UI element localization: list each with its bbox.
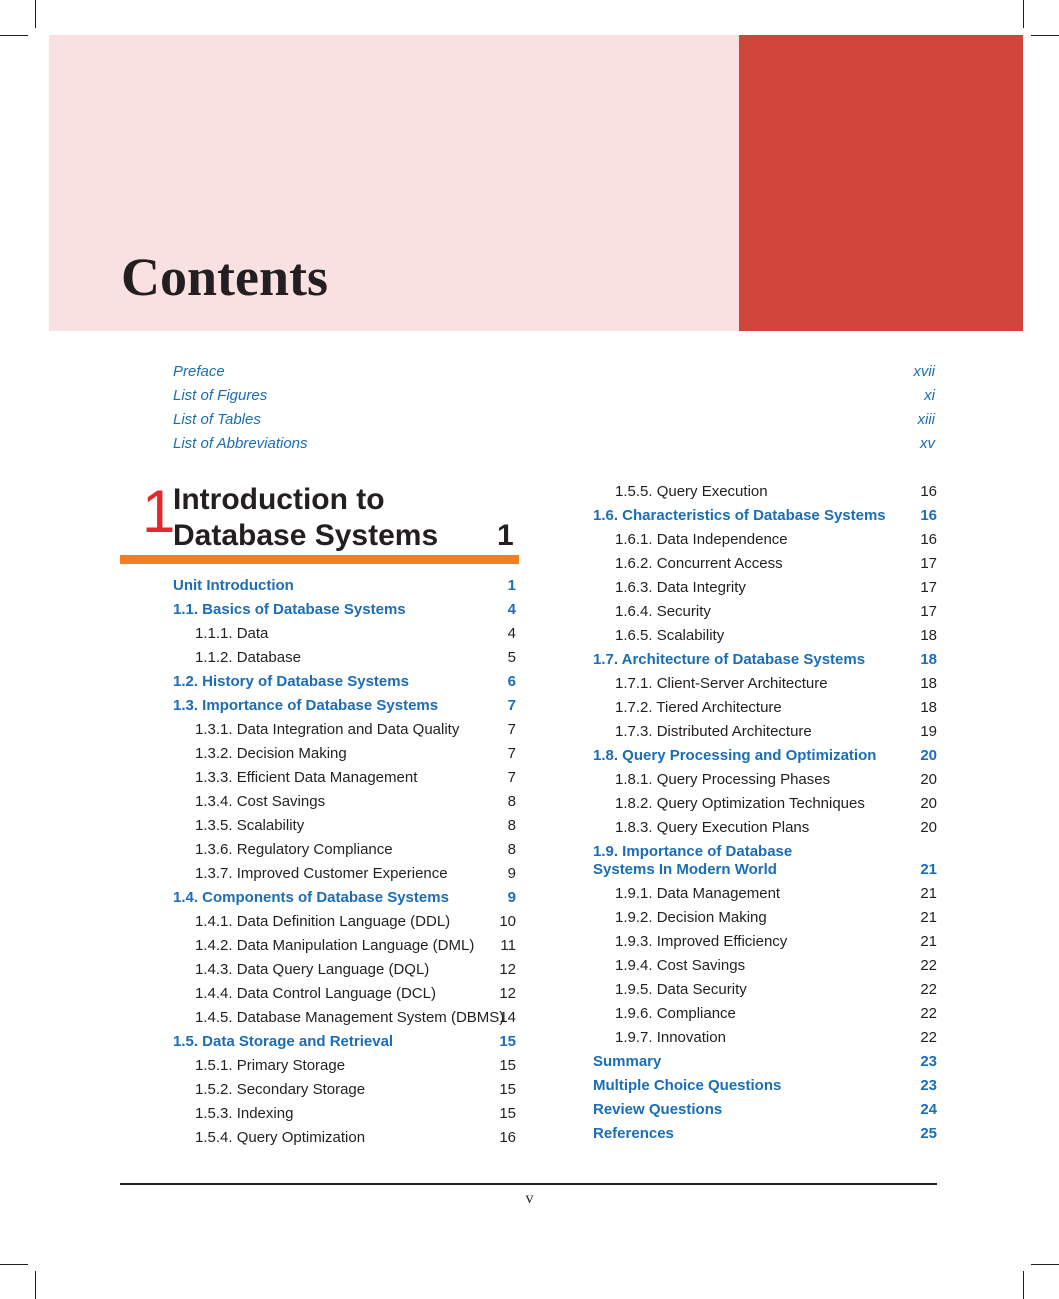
toc-label: 1.7.2. Tiered Architecture: [615, 699, 782, 716]
toc-section[interactable]: [593, 744, 937, 768]
toc-section[interactable]: [593, 840, 937, 882]
toc-page: 9: [507, 865, 516, 882]
toc-page: 20: [920, 771, 937, 788]
toc-page: 4: [507, 625, 516, 642]
toc-label: 1.5.3. Indexing: [195, 1105, 294, 1122]
page-number: v: [525, 1190, 534, 1207]
toc-left-column: [173, 574, 516, 1150]
crop-mark: [35, 1271, 36, 1299]
toc-page: 22: [920, 981, 937, 998]
toc-page: 21: [920, 909, 937, 926]
toc-page: 22: [920, 957, 937, 974]
toc-label: 1.3.5. Scalability: [195, 817, 305, 834]
toc-label: 1.5.2. Secondary Storage: [195, 1081, 366, 1098]
front-matter-item[interactable]: [173, 384, 935, 408]
toc-subsection[interactable]: [593, 576, 937, 600]
toc-label: 1.6. Characteristics of Database Systems: [593, 507, 886, 524]
front-matter-list: [173, 360, 935, 456]
toc-subsection[interactable]: [593, 480, 937, 504]
toc-subsection[interactable]: [593, 882, 937, 906]
toc-label: 1.8.3. Query Execution Plans: [615, 819, 810, 836]
toc-label: 1.3.3. Efficient Data Management: [195, 769, 418, 786]
toc-label: 1.7.1. Client-Server Architecture: [615, 675, 828, 692]
toc-section[interactable]: [173, 670, 516, 694]
toc-page: 11: [500, 937, 516, 954]
toc-page: 23: [920, 1077, 937, 1094]
toc-subsection[interactable]: [173, 958, 516, 982]
toc-label: 1.5.4. Query Optimization: [195, 1129, 366, 1146]
toc-page: 18: [920, 627, 937, 644]
toc-subsection[interactable]: [173, 910, 516, 934]
page-title: Contents: [121, 247, 329, 307]
crop-mark: [1023, 0, 1024, 28]
toc-subsection[interactable]: [593, 672, 937, 696]
front-matter-item[interactable]: [173, 408, 935, 432]
toc-label: 1.9. Importance of Database Systems In Modern World: [593, 843, 793, 878]
toc-page: 14: [499, 1009, 516, 1026]
toc-label: References: [593, 1125, 674, 1142]
toc-label: 1.2. History of Database Systems: [173, 673, 409, 690]
toc-section[interactable]: [173, 574, 516, 598]
chapter-title[interactable]: [173, 482, 438, 554]
toc-page: 7: [507, 745, 516, 762]
toc-page: 15: [499, 1057, 516, 1074]
toc-label: Review Questions: [593, 1101, 723, 1118]
toc-subsection[interactable]: [173, 1078, 516, 1102]
toc-subsection[interactable]: [593, 792, 937, 816]
chapter-page: 1: [497, 519, 514, 552]
toc-label: 1.4.1. Data Definition Language (DDL): [195, 913, 451, 930]
toc-page: 15: [499, 1081, 516, 1098]
toc-section[interactable]: [593, 1050, 937, 1074]
toc-subsection[interactable]: [593, 624, 937, 648]
crop-mark: [0, 35, 28, 36]
toc-label: 1.7. Architecture of Database Systems: [593, 651, 866, 668]
front-matter-label: List of Figures: [173, 387, 268, 404]
toc-subsection[interactable]: [173, 1006, 516, 1030]
toc-subsection[interactable]: [173, 838, 516, 862]
toc-label: 1.8.1. Query Processing Phases: [615, 771, 831, 788]
toc-page: 12: [499, 985, 516, 1002]
toc-label: 1.8. Query Processing and Optimization: [593, 747, 877, 764]
toc-subsection[interactable]: [593, 768, 937, 792]
toc-label: 1.6.5. Scalability: [615, 627, 725, 644]
toc-page: 20: [920, 819, 937, 836]
toc-section[interactable]: [593, 504, 937, 528]
toc-page: 8: [507, 841, 516, 858]
front-matter-page: xv: [920, 435, 935, 452]
front-matter-label: List of Abbreviations: [173, 435, 308, 452]
toc-page: 6: [507, 673, 516, 690]
toc-page: 9: [507, 889, 516, 906]
footer-rule: [120, 1183, 937, 1185]
toc-page: 15: [499, 1033, 516, 1050]
toc-label: 1.9.2. Decision Making: [615, 909, 767, 926]
toc-label: 1.4.5. Database Management System (DBMS): [195, 1009, 505, 1026]
toc-label: Summary: [593, 1053, 662, 1070]
toc-label: 1.5.5. Query Execution: [615, 483, 768, 500]
toc-label: 1.9.5. Data Security: [615, 981, 747, 998]
toc-subsection[interactable]: [593, 954, 937, 978]
crop-mark: [1023, 1271, 1024, 1299]
toc-subsection[interactable]: [593, 696, 937, 720]
toc-subsection[interactable]: [593, 978, 937, 1002]
toc-label: 1.6.4. Security: [615, 603, 711, 620]
toc-right-column: [593, 480, 937, 1146]
toc-label: 1.1.2. Database: [195, 649, 301, 666]
toc-label: 1.6.3. Data Integrity: [615, 579, 746, 596]
toc-subsection[interactable]: [593, 930, 937, 954]
toc-label: 1.4.4. Data Control Language (DCL): [195, 985, 436, 1002]
crop-mark: [1031, 35, 1059, 36]
toc-subsection[interactable]: [173, 1126, 516, 1150]
front-matter-page: xvii: [913, 363, 935, 380]
toc-subsection[interactable]: [173, 814, 516, 838]
toc-page: 7: [507, 697, 516, 714]
toc-page: 12: [499, 961, 516, 978]
toc-section[interactable]: [593, 1122, 937, 1146]
toc-label: 1.7.3. Distributed Architecture: [615, 723, 812, 740]
toc-page: 21: [920, 885, 937, 902]
toc-label: 1.9.6. Compliance: [615, 1005, 736, 1022]
toc-label: 1.5. Data Storage and Retrieval: [173, 1033, 394, 1050]
toc-page: 18: [920, 651, 937, 668]
toc-subsection[interactable]: [173, 646, 516, 670]
toc-subsection[interactable]: [173, 1054, 516, 1078]
chapter-rule: [120, 555, 519, 564]
toc-page: 20: [920, 747, 937, 764]
header-accent-block: [739, 35, 1023, 331]
toc-subsection[interactable]: [593, 600, 937, 624]
front-matter-page: xi: [924, 387, 935, 404]
toc-label: 1.9.1. Data Management: [615, 885, 781, 902]
toc-page: 21: [920, 861, 937, 878]
toc-page: 16: [920, 483, 937, 500]
toc-subsection[interactable]: [173, 982, 516, 1006]
toc-page: 1: [507, 577, 516, 594]
toc-section[interactable]: [593, 1098, 937, 1122]
toc-page: 16: [499, 1129, 516, 1146]
toc-page: 18: [920, 699, 937, 716]
toc-label: 1.4. Components of Database Systems: [173, 889, 449, 906]
toc-subsection[interactable]: [593, 552, 937, 576]
toc-subsection[interactable]: [593, 906, 937, 930]
toc-section[interactable]: [173, 598, 516, 622]
toc-label: 1.9.7. Innovation: [615, 1029, 726, 1046]
toc-subsection[interactable]: [173, 718, 516, 742]
chapter-title-line: Introduction to: [173, 483, 385, 516]
toc-page: 7: [507, 769, 516, 786]
chapter-title-line: Database Systems: [173, 519, 439, 552]
front-matter-page: xiii: [917, 411, 935, 428]
toc-label: Multiple Choice Questions: [593, 1077, 782, 1094]
toc-page: 4: [507, 601, 516, 618]
front-matter-item[interactable]: [173, 432, 935, 456]
toc-label: 1.3.2. Decision Making: [195, 745, 347, 762]
toc-label: 1.4.3. Data Query Language (DQL): [195, 961, 430, 978]
toc-label: 1.3.6. Regulatory Compliance: [195, 841, 393, 858]
toc-subsection[interactable]: [173, 742, 516, 766]
toc-page: 10: [499, 913, 516, 930]
toc-label: 1.3. Importance of Database Systems: [173, 697, 439, 714]
front-matter-label: Preface: [173, 363, 225, 380]
toc-page: 17: [920, 555, 937, 572]
toc-label: Unit Introduction: [173, 577, 294, 594]
toc-subsection[interactable]: [173, 790, 516, 814]
toc-subsection[interactable]: [173, 862, 516, 886]
toc-page: 5: [507, 649, 516, 666]
toc-label: 1.3.7. Improved Customer Experience: [195, 865, 448, 882]
toc-subsection[interactable]: [593, 528, 937, 552]
toc-label: 1.9.3. Improved Efficiency: [615, 933, 788, 950]
front-matter-label: List of Tables: [173, 411, 261, 428]
toc-label: 1.9.4. Cost Savings: [615, 957, 746, 974]
toc-page: 17: [920, 603, 937, 620]
toc-subsection[interactable]: [593, 1026, 937, 1050]
toc-subsection[interactable]: [593, 1002, 937, 1026]
toc-subsection[interactable]: [173, 766, 516, 790]
toc-page: 21: [920, 933, 937, 950]
toc-subsection[interactable]: [593, 816, 937, 840]
crop-mark: [1031, 1264, 1059, 1265]
toc-page: 22: [920, 1005, 937, 1022]
toc-label: 1.8.2. Query Optimization Techniques: [615, 795, 865, 812]
toc-page: 23: [920, 1053, 937, 1070]
toc-page: 22: [920, 1029, 937, 1046]
toc-subsection[interactable]: [173, 934, 516, 958]
toc-page: 24: [920, 1101, 937, 1118]
toc-label: 1.3.4. Cost Savings: [195, 793, 326, 810]
toc-label: 1.4.2. Data Manipulation Language (DML): [195, 937, 475, 954]
toc-page: 8: [507, 817, 516, 834]
toc-label: 1.1.1. Data: [195, 625, 269, 642]
toc-page: 18: [920, 675, 937, 692]
toc-section[interactable]: [593, 1074, 937, 1098]
toc-label: 1.3.1. Data Integration and Data Quality: [195, 721, 460, 738]
toc-label: 1.5.1. Primary Storage: [195, 1057, 346, 1074]
toc-page: 16: [920, 531, 937, 548]
toc-section[interactable]: [173, 694, 516, 718]
toc-subsection[interactable]: [173, 1102, 516, 1126]
toc-section[interactable]: [593, 648, 937, 672]
toc-page: 7: [507, 721, 516, 738]
toc-subsection[interactable]: [593, 720, 937, 744]
crop-mark: [35, 0, 36, 28]
toc-label: 1.1. Basics of Database Systems: [173, 601, 406, 618]
toc-page: 16: [920, 507, 937, 524]
toc-page: 17: [920, 579, 937, 596]
toc-page: 15: [499, 1105, 516, 1122]
toc-subsection[interactable]: [173, 622, 516, 646]
toc-page: 19: [920, 723, 937, 740]
toc-section[interactable]: [173, 886, 516, 910]
toc-label: 1.6.2. Concurrent Access: [615, 555, 783, 572]
toc-section[interactable]: [173, 1030, 516, 1054]
toc-page: 25: [920, 1125, 937, 1142]
crop-mark: [0, 1264, 28, 1265]
toc-page: 20: [920, 795, 937, 812]
toc-page: 8: [507, 793, 516, 810]
front-matter-item[interactable]: [173, 360, 935, 384]
toc-label: 1.6.1. Data Independence: [615, 531, 788, 548]
chapter-number: 1: [142, 478, 176, 545]
